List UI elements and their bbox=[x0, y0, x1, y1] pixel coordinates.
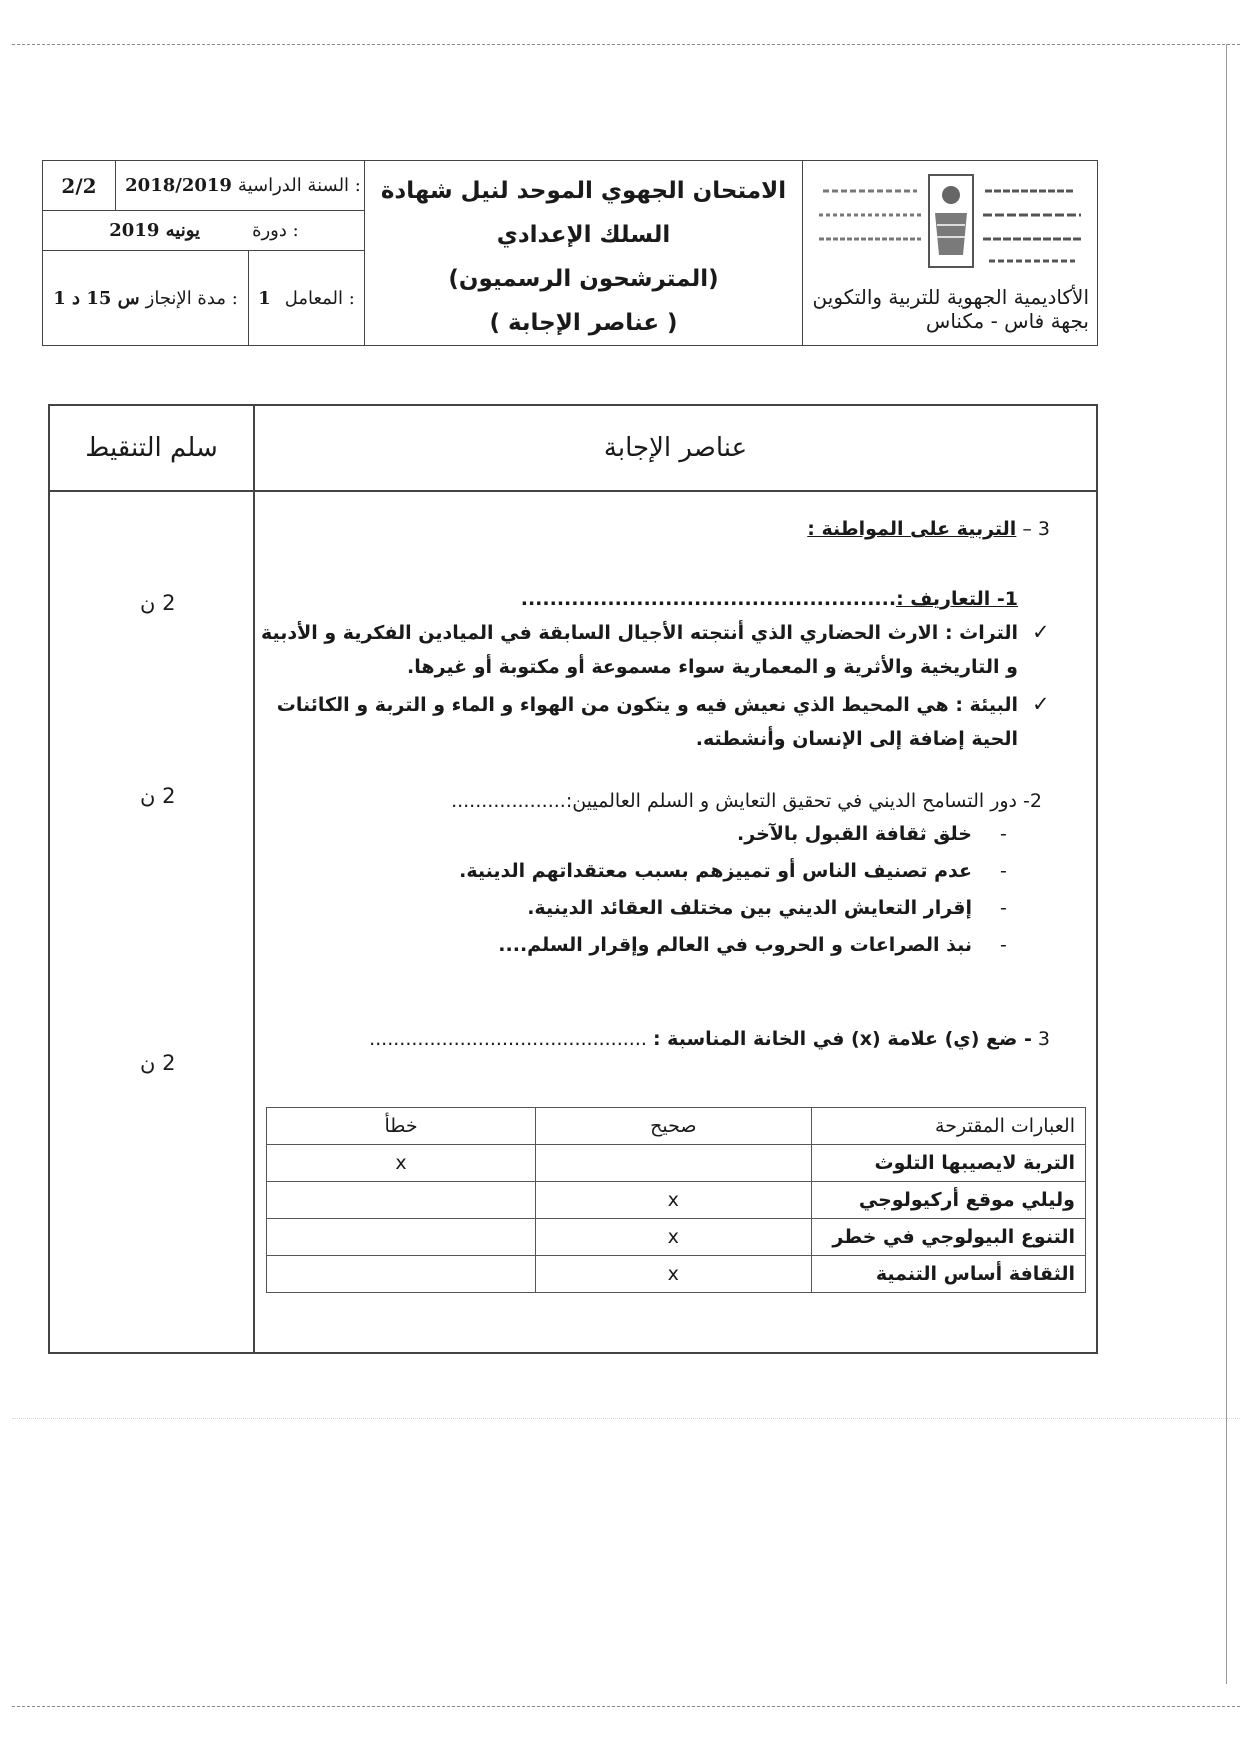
heritage-line-1 bbox=[261, 622, 1018, 644]
q1-label: 1- التعاريف : bbox=[896, 588, 1018, 610]
title-line: السلك الإعدادي bbox=[496, 222, 671, 248]
statement-cell: التربة لايصيبها التلوث bbox=[811, 1145, 1085, 1182]
heritage-term: التراث : bbox=[944, 622, 1018, 644]
q2-item: إقرار التعايش الديني بين مختلف العقائد الدينية. bbox=[527, 897, 972, 919]
q2-item: نبذ الصراعات و الحروب في العالم وإقرار السلم.... bbox=[498, 934, 972, 956]
title-line: ( عناصر الإجابة ) bbox=[489, 310, 678, 336]
table-row bbox=[267, 1145, 1086, 1182]
year-value: 2018/2019 bbox=[125, 175, 232, 196]
q2-item: خلق ثقافة القبول بالآخر. bbox=[737, 823, 972, 845]
true-cell: x bbox=[536, 1256, 811, 1293]
title-line: (المترشحون الرسميون) bbox=[448, 266, 719, 292]
environment-line-2: الحية إضافة إلى الإنسان وأنشطته. bbox=[695, 728, 1018, 750]
exam-header bbox=[42, 160, 1098, 346]
false-cell bbox=[267, 1182, 536, 1219]
true-cell: x bbox=[536, 1219, 811, 1256]
grading-header: سلم التنقيط bbox=[85, 433, 218, 463]
checkmark-icon: ✓ bbox=[1032, 692, 1050, 716]
header-cell: العبارات المقترحة bbox=[811, 1108, 1085, 1145]
section-title: 3 – التربية على المواطنة : bbox=[807, 518, 1050, 540]
score-q1: 2 ن bbox=[140, 591, 176, 615]
q1-heading bbox=[521, 588, 1018, 610]
section-heading: التربية على المواطنة : bbox=[807, 518, 1017, 540]
table-header-row bbox=[267, 1108, 1086, 1145]
header-cell: خطأ bbox=[267, 1108, 536, 1145]
score-q3: 2 ن bbox=[140, 1051, 176, 1075]
false-cell: x bbox=[267, 1145, 536, 1182]
coef-value: 1 bbox=[258, 287, 271, 309]
q3-number: 3 bbox=[1037, 1028, 1050, 1050]
table-row bbox=[267, 1219, 1086, 1256]
checkmark-icon: ✓ bbox=[1032, 620, 1050, 644]
session-value: يونيه 2019 bbox=[109, 220, 201, 241]
ministry-logo-icon bbox=[813, 169, 1087, 279]
q3-dots: .............................................. bbox=[369, 1028, 647, 1050]
section-number: 3 bbox=[1037, 518, 1050, 540]
false-cell bbox=[267, 1256, 536, 1293]
statement-cell: الثقافة أساس التنمية bbox=[811, 1256, 1085, 1293]
academy-name bbox=[809, 285, 1089, 333]
answers-header: عناصر الإجابة bbox=[603, 433, 748, 463]
q3-heading bbox=[369, 1028, 1050, 1050]
heritage-definition: الارث الحضاري الذي أنتجته الأجيال السابقة في الميادين الفكرية و الأدبية bbox=[260, 622, 939, 644]
coef-label: المعامل : bbox=[284, 287, 355, 309]
year-label: السنة الدراسية : bbox=[237, 175, 361, 196]
q1-dots: .................................................... bbox=[520, 588, 897, 610]
q3-label: - ضع (ي) علامة (x) في الخانة المناسبة : bbox=[652, 1028, 1032, 1050]
title-line: الامتحان الجهوي الموحد لنيل شهادة bbox=[380, 178, 787, 204]
exam-meta bbox=[43, 161, 365, 345]
true-cell: x bbox=[536, 1182, 811, 1219]
false-cell bbox=[267, 1219, 536, 1256]
true-false-table bbox=[266, 1107, 1086, 1293]
score-q2: 2 ن bbox=[140, 784, 176, 808]
environment-definition: هي المحيط الذي نعيش فيه و يتكون من الهواء و الماء و التربة و الكائنات bbox=[276, 694, 949, 716]
environment-line-1 bbox=[277, 694, 1018, 716]
page-number: 2/2 bbox=[43, 161, 116, 210]
academy-line: بجهة فاس - مكناس bbox=[925, 309, 1089, 333]
duration-value: 1 س 15 د bbox=[53, 287, 140, 309]
exam-title bbox=[365, 161, 803, 345]
true-cell bbox=[536, 1145, 811, 1182]
session-label: دورة : bbox=[252, 220, 299, 241]
q2-item: عدم تصنيف الناس أو تمييزهم بسبب معتقداتهم الدينية. bbox=[459, 860, 972, 882]
statement-cell: وليلي موقع أركيولوجي bbox=[811, 1182, 1085, 1219]
table-row bbox=[267, 1182, 1086, 1219]
academy-line: الأكاديمية الجهوية للتربية والتكوين bbox=[812, 285, 1089, 309]
environment-term: البيئة : bbox=[955, 694, 1018, 716]
statement-cell: التنوع البيولوجي في خطر bbox=[811, 1219, 1085, 1256]
table-row bbox=[267, 1256, 1086, 1293]
heritage-line-2: و التاريخية والأثرية و المعمارية سواء مسموعة أو مكتوبة أو غيرها. bbox=[407, 656, 1018, 678]
q2-heading: 2- دور التسامح الديني في تحقيق التعايش و السلم العالميين:................... bbox=[451, 790, 1042, 812]
duration-label: مدة الإنجاز : bbox=[145, 287, 238, 309]
header-cell: صحيح bbox=[536, 1108, 811, 1145]
academy-block bbox=[803, 161, 1097, 345]
